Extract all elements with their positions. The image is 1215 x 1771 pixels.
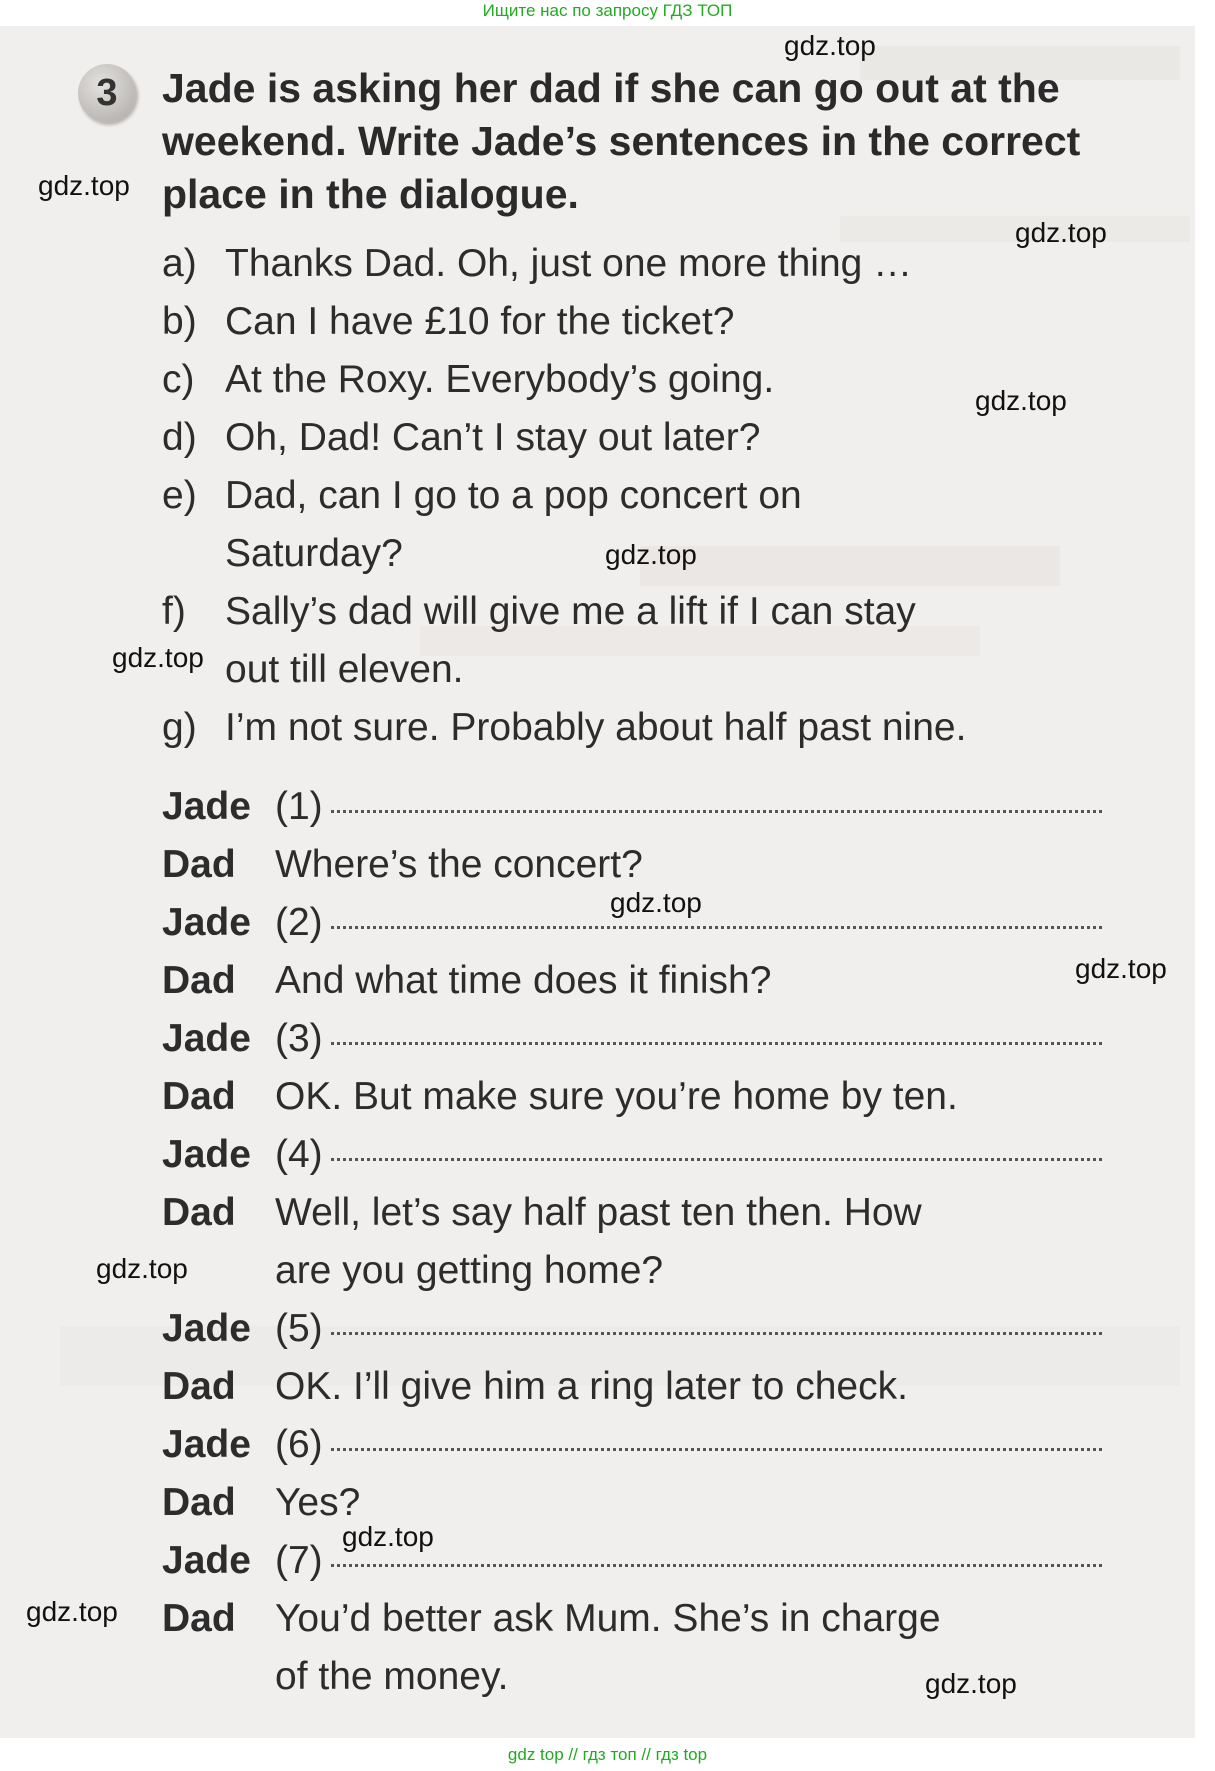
- option-text: Can I have £10 for the ticket?: [225, 300, 735, 343]
- option-f: [162, 583, 916, 699]
- dialogue-line-10: [162, 1358, 1102, 1416]
- option-text: Sally’s dad will give me a lift if I can stay: [225, 590, 916, 633]
- dialogue-text: OK. But make sure you’re home by ten.: [275, 1075, 958, 1118]
- dialogue-text: Where’s the concert?: [275, 843, 643, 886]
- option-letter: g): [162, 706, 197, 749]
- dialogue-line-9: [162, 1300, 1102, 1358]
- dialogue-line-7: [162, 1126, 1102, 1184]
- dialogue-text: You’d better ask Mum. She’s in charge: [275, 1597, 941, 1640]
- answer-blank[interactable]: [331, 810, 1102, 813]
- watermark: gdz.top: [342, 1521, 434, 1552]
- option-text: At the Roxy. Everybody’s going.: [225, 358, 775, 401]
- speaker: Dad: [162, 1597, 236, 1640]
- dialogue-line-13: [162, 1532, 1102, 1590]
- speaker: Jade: [162, 1307, 251, 1350]
- dialogue-line-11: [162, 1416, 1102, 1474]
- answer-blank[interactable]: [331, 1564, 1102, 1567]
- option-letter: c): [162, 358, 195, 401]
- watermark: gdz.top: [1015, 217, 1107, 248]
- bottom-banner[interactable]: gdz top // гдз топ // гдз top: [507, 1745, 708, 1764]
- option-text: Oh, Dad! Can’t I stay out later?: [225, 416, 761, 459]
- option-letter: b): [162, 300, 197, 343]
- option-letter: e): [162, 474, 197, 517]
- speaker: Dad: [162, 1365, 236, 1408]
- dialogue-line-4: [162, 952, 1102, 1010]
- dialogue-text: OK. I’ll give him a ring later to check.: [275, 1365, 908, 1408]
- blank-number: (6): [275, 1423, 323, 1466]
- option-d: [162, 409, 760, 467]
- speaker: Dad: [162, 843, 236, 886]
- watermark: gdz.top: [26, 1596, 118, 1627]
- blank-number: (7): [275, 1539, 323, 1582]
- answer-blank[interactable]: [331, 1042, 1102, 1045]
- speaker: Jade: [162, 1539, 251, 1582]
- option-text: Thanks Dad. Oh, just one more thing …: [225, 242, 913, 285]
- option-g: [162, 699, 966, 757]
- answer-blank[interactable]: [331, 1448, 1102, 1451]
- dialogue-line-8: [162, 1184, 1102, 1242]
- dialogue-text-continued: of the money.: [275, 1655, 509, 1698]
- option-text: I’m not sure. Probably about half past nine.: [225, 706, 967, 749]
- answer-blank[interactable]: [331, 1332, 1102, 1335]
- blank-number: (3): [275, 1017, 323, 1060]
- dialogue-text: Well, let’s say half past ten then. How: [275, 1191, 922, 1234]
- dialogue-line-1: [162, 778, 1102, 836]
- exercise-instruction: Jade is asking her dad if she can go out at the weekend. Write Jade’s sentences in the correct place in the dialogue.: [162, 65, 1081, 217]
- speaker: Dad: [162, 1481, 236, 1524]
- dialogue-line-12: [162, 1474, 1102, 1532]
- watermark: gdz.top: [605, 539, 697, 570]
- watermark: gdz.top: [925, 1668, 1017, 1699]
- dialogue-line-2: [162, 836, 1102, 894]
- speaker: Jade: [162, 1017, 251, 1060]
- speaker: Dad: [162, 1075, 236, 1118]
- dialogue-line-5: [162, 1010, 1102, 1068]
- top-banner[interactable]: Ищите нас по запросу ГДЗ ТОП: [482, 1, 733, 20]
- option-b: [162, 293, 734, 351]
- speaker: Jade: [162, 901, 251, 944]
- option-e: [162, 467, 802, 583]
- dialogue-text: And what time does it finish?: [275, 959, 772, 1002]
- exercise-number: 3: [78, 64, 136, 122]
- dialogue-text-continued: are you getting home?: [275, 1249, 664, 1292]
- answer-blank[interactable]: [331, 1158, 1102, 1161]
- speaker: Jade: [162, 1423, 251, 1466]
- watermark: gdz.top: [784, 30, 876, 61]
- blank-number: (1): [275, 785, 323, 828]
- option-text-continued: Saturday?: [225, 532, 403, 575]
- option-text-continued: out till eleven.: [225, 648, 464, 691]
- watermark: gdz.top: [1075, 953, 1167, 984]
- watermark: gdz.top: [112, 642, 204, 673]
- blank-number: (4): [275, 1133, 323, 1176]
- watermark: gdz.top: [975, 385, 1067, 416]
- watermark: gdz.top: [96, 1253, 188, 1284]
- speaker: Jade: [162, 1133, 251, 1176]
- dialogue-text: Yes?: [275, 1481, 361, 1524]
- option-letter: f): [162, 590, 186, 633]
- answer-blank[interactable]: [331, 926, 1102, 929]
- blank-number: (2): [275, 901, 323, 944]
- option-letter: a): [162, 242, 197, 285]
- watermark: gdz.top: [38, 170, 130, 201]
- watermark: gdz.top: [610, 887, 702, 918]
- option-text: Dad, can I go to a pop concert on: [225, 474, 802, 517]
- option-letter: d): [162, 416, 197, 459]
- option-c: [162, 351, 774, 409]
- speaker: Dad: [162, 959, 236, 1002]
- option-a: [162, 235, 912, 293]
- speaker: Jade: [162, 785, 251, 828]
- dialogue-line-14: [162, 1590, 1102, 1648]
- dialogue-line-6: [162, 1068, 1102, 1126]
- speaker: Dad: [162, 1191, 236, 1234]
- blank-number: (5): [275, 1307, 323, 1350]
